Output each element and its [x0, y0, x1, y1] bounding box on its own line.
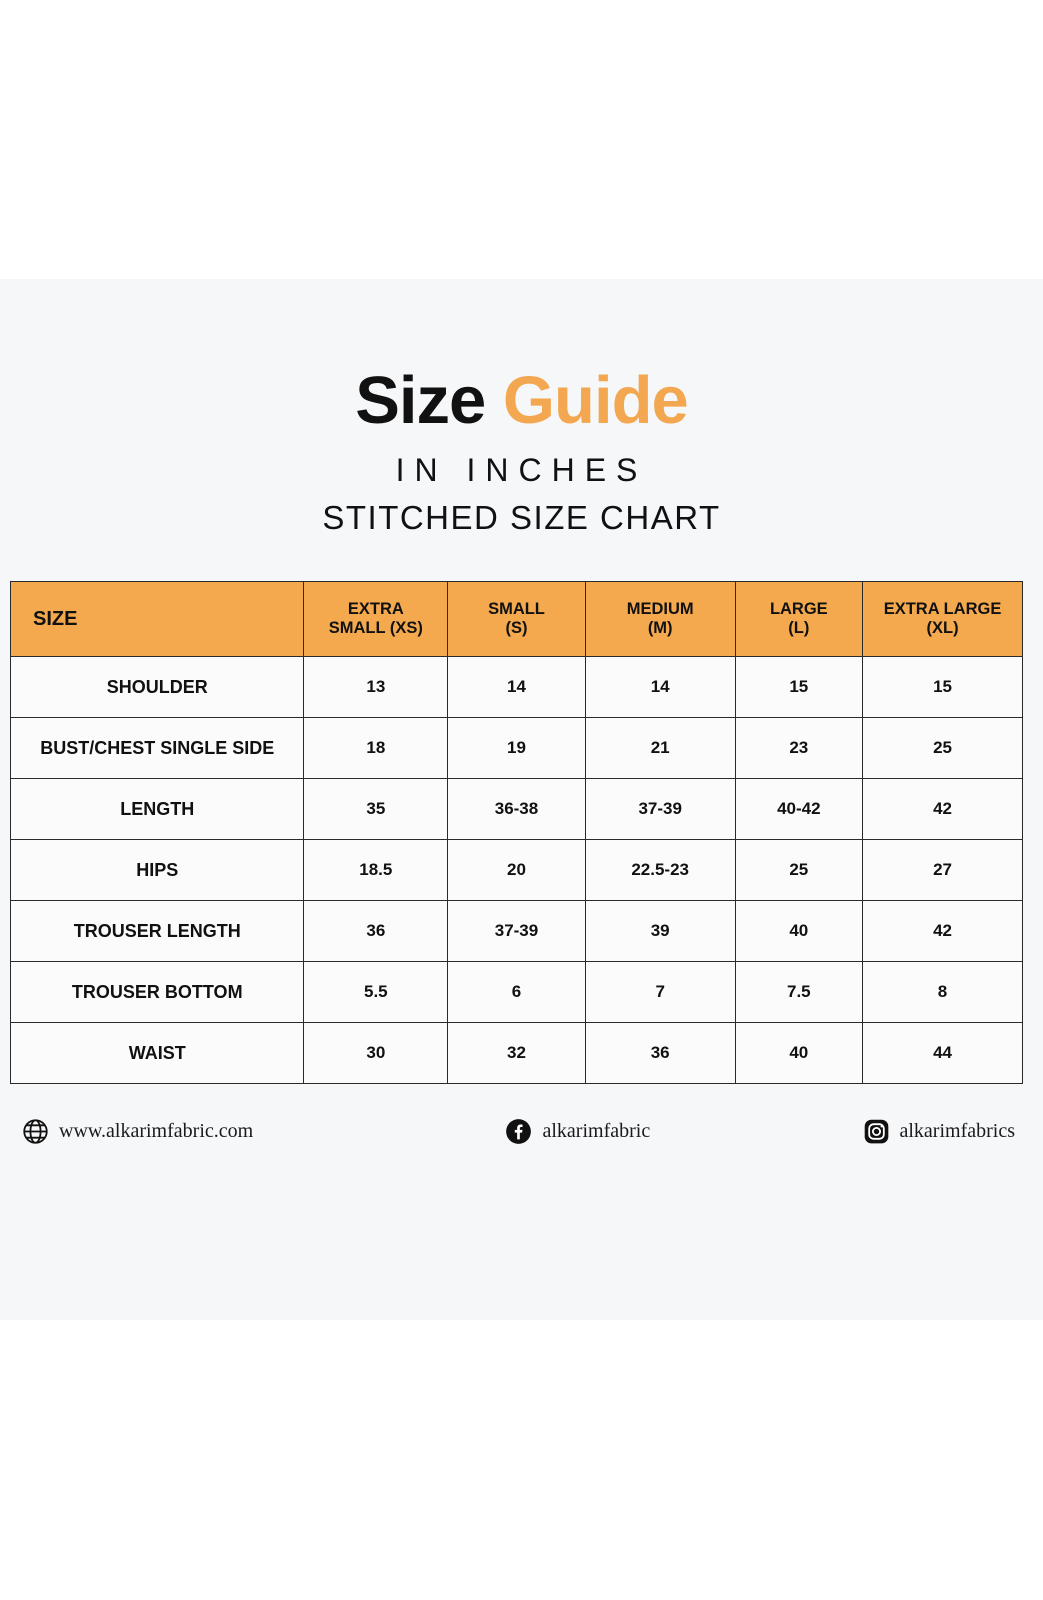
cell-trouser-length-l: 40 — [735, 901, 863, 962]
footer-website-label: www.alkarimfabric.com — [59, 1120, 254, 1142]
page-title — [0, 363, 1043, 438]
cell-shoulder-l: 15 — [735, 657, 863, 718]
cell-bust-m: 21 — [585, 718, 735, 779]
cell-waist-m: 36 — [585, 1023, 735, 1084]
cell-hips-l: 25 — [735, 840, 863, 901]
cell-length-s: 36-38 — [448, 779, 586, 840]
cell-trouser-bottom-l: 7.5 — [735, 962, 863, 1023]
table-row — [11, 657, 1023, 718]
table-row — [11, 1023, 1023, 1084]
column-header-xl-line1: EXTRA LARGE — [883, 600, 1002, 619]
cell-trouser-length-xl: 42 — [863, 901, 1023, 962]
column-header-m-line2: (M) — [647, 619, 673, 637]
cell-shoulder-xl: 15 — [863, 657, 1023, 718]
cell-trouser-bottom-s: 6 — [448, 962, 586, 1023]
cell-bust-s: 19 — [448, 718, 586, 779]
column-header-xs-line1: EXTRA — [347, 600, 404, 619]
cell-hips-m: 22.5-23 — [585, 840, 735, 901]
footer-facebook-label: alkarimfabric — [542, 1120, 651, 1142]
cell-waist-xs: 30 — [304, 1023, 448, 1084]
subtitle-units: IN INCHES — [395, 452, 648, 488]
cell-length-xs: 35 — [304, 779, 448, 840]
column-header-size: SIZE — [11, 582, 304, 657]
column-header-l-line2: (L) — [788, 619, 810, 637]
size-table — [10, 581, 1023, 1084]
cell-trouser-bottom-xl: 8 — [863, 962, 1023, 1023]
table-row — [11, 901, 1023, 962]
row-label-trouser-length: TROUSER LENGTH — [11, 901, 304, 962]
cell-length-l: 40-42 — [735, 779, 863, 840]
cell-shoulder-s: 14 — [448, 657, 586, 718]
subtitle-chart-type: STITCHED SIZE CHART — [322, 499, 721, 536]
cell-hips-xs: 18.5 — [304, 840, 448, 901]
row-label-shoulder: SHOULDER — [11, 657, 304, 718]
footer-instagram[interactable] — [863, 1118, 1016, 1145]
cell-trouser-length-m: 39 — [585, 901, 735, 962]
size-guide-card — [0, 279, 1043, 1320]
column-header-xl — [863, 582, 1023, 657]
cell-trouser-bottom-xs: 5.5 — [304, 962, 448, 1023]
cell-length-xl: 42 — [863, 779, 1023, 840]
row-label-length: LENGTH — [11, 779, 304, 840]
column-header-xs — [304, 582, 448, 657]
cell-trouser-length-xs: 36 — [304, 901, 448, 962]
column-header-l-line1: LARGE — [769, 600, 828, 619]
column-header-m — [585, 582, 735, 657]
cell-bust-xs: 18 — [304, 718, 448, 779]
column-header-s-line1: SMALL — [488, 600, 545, 619]
table-row — [11, 962, 1023, 1023]
column-header-xs-line2: SMALL (XS) — [328, 619, 423, 637]
cell-waist-l: 40 — [735, 1023, 863, 1084]
size-table-wrapper — [10, 581, 1023, 1084]
cell-waist-xl: 44 — [863, 1023, 1023, 1084]
table-row — [11, 779, 1023, 840]
table-row — [11, 840, 1023, 901]
column-header-xl-line2: (XL) — [926, 619, 959, 637]
footer-facebook[interactable] — [505, 1118, 650, 1145]
title-accent-word: Guide — [502, 363, 688, 438]
footer-instagram-label: alkarimfabrics — [899, 1120, 1015, 1142]
table-header-row — [11, 582, 1023, 657]
row-label-hips: HIPS — [11, 840, 304, 901]
cell-bust-l: 23 — [735, 718, 863, 779]
row-label-bust-chest: BUST/CHEST SINGLE SIDE — [11, 718, 304, 779]
footer — [22, 1118, 1021, 1145]
cell-shoulder-xs: 13 — [304, 657, 448, 718]
column-header-s — [448, 582, 586, 657]
footer-website[interactable] — [22, 1118, 253, 1145]
cell-trouser-bottom-m: 7 — [585, 962, 735, 1023]
title-dark-word: Size — [355, 363, 486, 438]
facebook-icon — [505, 1118, 532, 1145]
instagram-icon — [863, 1118, 890, 1145]
column-header-l — [735, 582, 863, 657]
row-label-waist: WAIST — [11, 1023, 304, 1084]
cell-waist-s: 32 — [448, 1023, 586, 1084]
cell-hips-s: 20 — [448, 840, 586, 901]
cell-trouser-length-s: 37-39 — [448, 901, 586, 962]
table-body — [11, 657, 1023, 1084]
table-header — [11, 582, 1023, 657]
cell-hips-xl: 27 — [863, 840, 1023, 901]
cell-bust-xl: 25 — [863, 718, 1023, 779]
row-label-trouser-bottom: TROUSER BOTTOM — [11, 962, 304, 1023]
globe-icon — [22, 1118, 49, 1145]
cell-shoulder-m: 14 — [585, 657, 735, 718]
header-block — [0, 279, 1043, 537]
table-row — [11, 718, 1023, 779]
column-header-m-line1: MEDIUM — [626, 600, 694, 619]
column-header-s-line2: (S) — [505, 619, 528, 637]
cell-length-m: 37-39 — [585, 779, 735, 840]
